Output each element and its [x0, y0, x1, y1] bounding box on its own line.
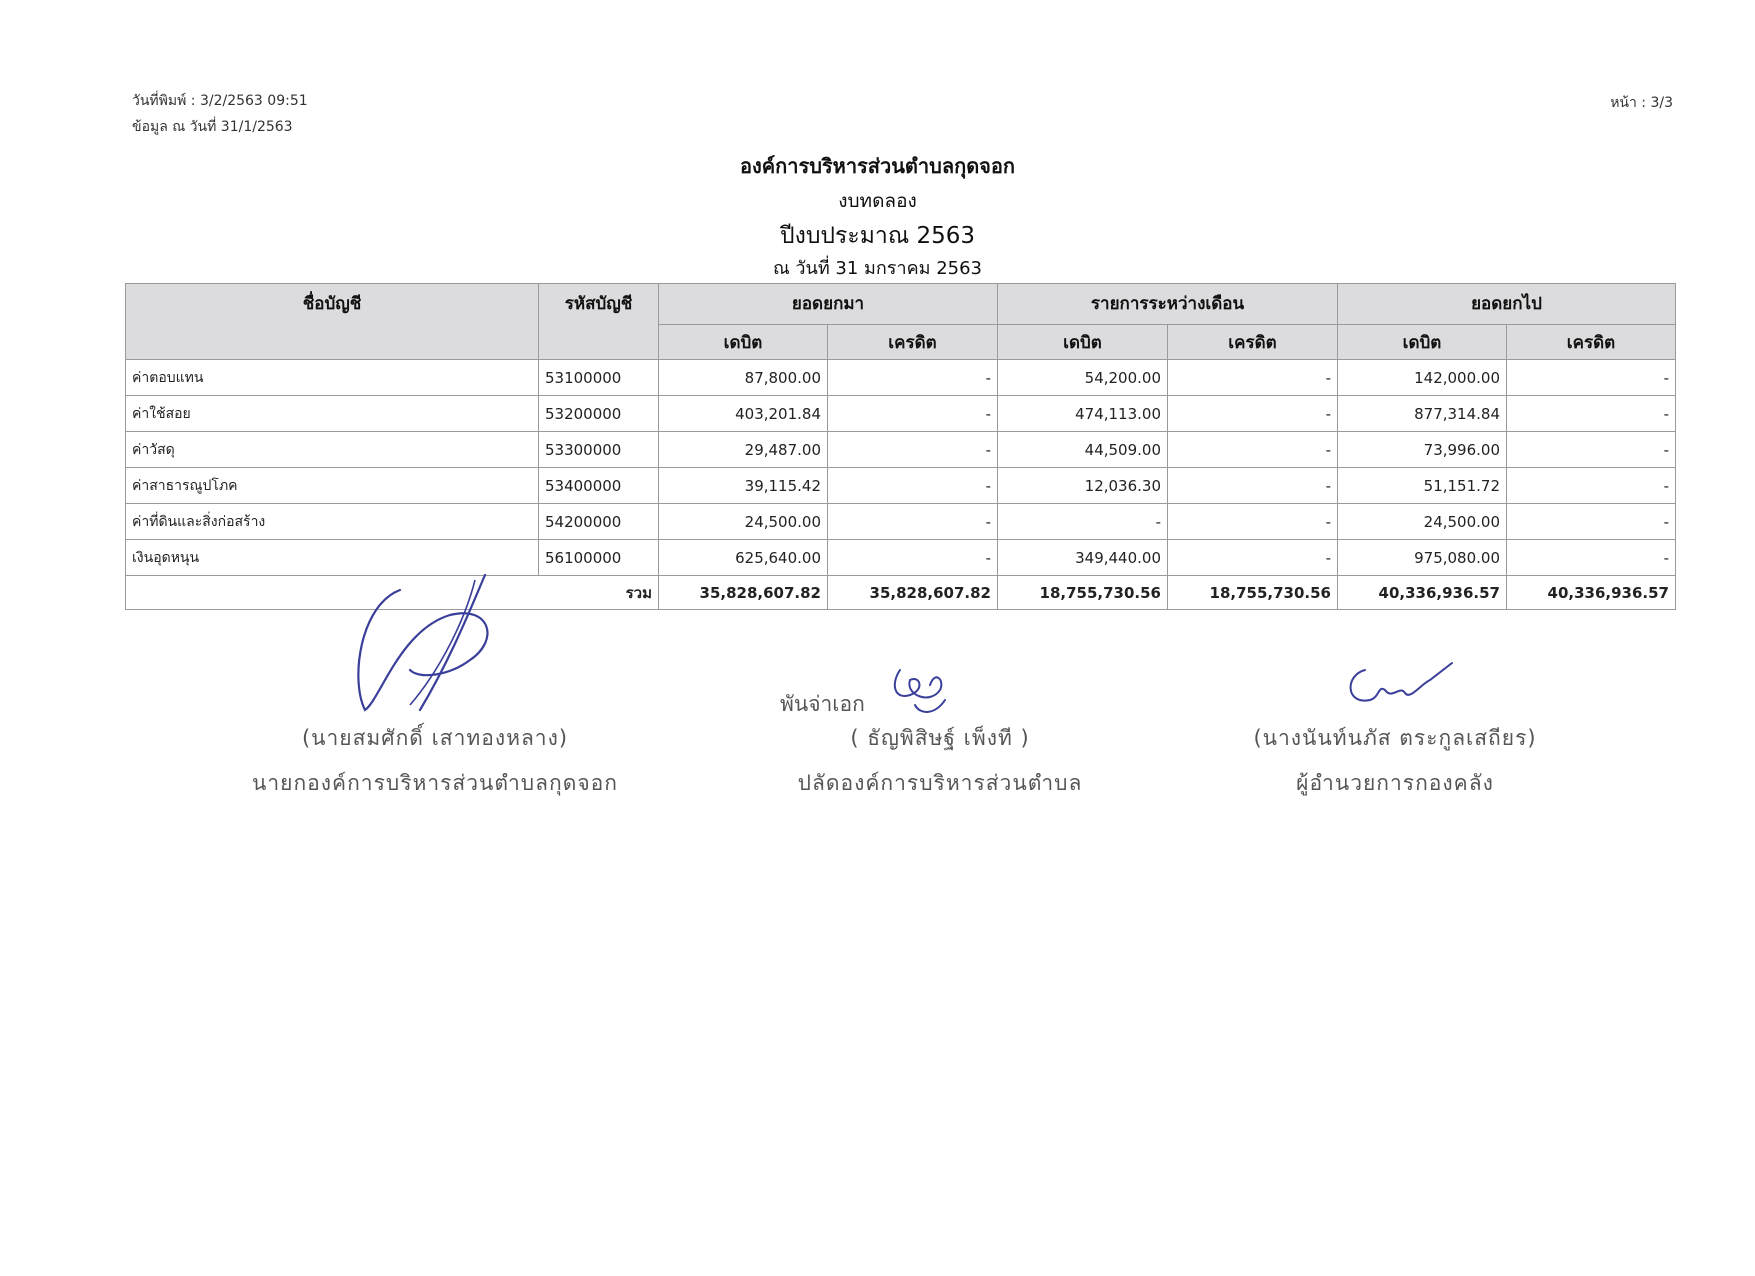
table-row — [126, 468, 1676, 504]
account-name: ค่าสาธารณูปโภค — [126, 468, 539, 504]
signature-block-mayor — [230, 722, 640, 800]
bf-credit: - — [828, 468, 998, 504]
cf-debit: 142,000.00 — [1338, 360, 1507, 396]
bf-debit: 625,640.00 — [659, 540, 828, 576]
month-debit: - — [998, 504, 1168, 540]
organization-name: องค์การบริหารส่วนตำบลกุดจอก — [739, 154, 1016, 178]
signer-name: ( ธัญพิสิษฐ์ เพ็งที ) — [850, 726, 1030, 750]
cf-debit: 975,080.00 — [1338, 540, 1507, 576]
month-credit: - — [1168, 432, 1338, 468]
signature-scribble-clerk — [880, 660, 960, 720]
total-month-debit: 18,755,730.56 — [998, 576, 1168, 610]
bf-credit: - — [828, 504, 998, 540]
account-name: เงินอุดหนุน — [126, 540, 539, 576]
data-date: ข้อมูล ณ วันที่ 31/1/2563 — [132, 119, 293, 135]
cf-credit: - — [1507, 396, 1676, 432]
account-code: 53100000 — [539, 360, 659, 396]
bf-credit: - — [828, 432, 998, 468]
header-account-name: ชื่อบัญชี — [126, 284, 539, 360]
account-code: 54200000 — [539, 504, 659, 540]
bf-debit: 24,500.00 — [659, 504, 828, 540]
header-brought-forward: ยอดยกมา — [659, 284, 998, 325]
table-row — [126, 432, 1676, 468]
as-of-date: ณ วันที่ 31 มกราคม 2563 — [772, 258, 983, 279]
month-credit: - — [1168, 468, 1338, 504]
bf-credit: - — [828, 396, 998, 432]
cf-debit: 877,314.84 — [1338, 396, 1507, 432]
header-during-month: รายการระหว่างเดือน — [998, 284, 1338, 325]
signature-block-director — [1230, 722, 1560, 800]
document-type: งบทดลอง — [838, 190, 917, 212]
account-code: 53300000 — [539, 432, 659, 468]
signer-name: (นางนันท์นภัส ตระกูลเสถียร) — [1253, 726, 1537, 750]
account-code: 53200000 — [539, 396, 659, 432]
print-date: วันที่พิมพ์ : 3/2/2563 09:51 — [132, 93, 308, 109]
bf-credit: - — [828, 540, 998, 576]
signer-position: นายกองค์การบริหารส่วนตำบลกุดจอก — [252, 771, 618, 795]
month-credit: - — [1168, 504, 1338, 540]
signer-position: ผู้อำนวยการกองคลัง — [1296, 771, 1494, 795]
header-carried-forward: ยอดยกไป — [1338, 284, 1676, 325]
header-account-code: รหัสบัญชี — [539, 284, 659, 360]
total-label: รวม — [126, 576, 659, 610]
header-debit: เดบิต — [659, 325, 828, 360]
signature-scribble-director — [1340, 655, 1460, 715]
bf-debit: 403,201.84 — [659, 396, 828, 432]
total-bf-debit: 35,828,607.82 — [659, 576, 828, 610]
month-debit: 12,036.30 — [998, 468, 1168, 504]
cf-debit: 73,996.00 — [1338, 432, 1507, 468]
month-debit: 349,440.00 — [998, 540, 1168, 576]
cf-credit: - — [1507, 504, 1676, 540]
cf-credit: - — [1507, 360, 1676, 396]
signature-rank: พันจ่าเอก — [780, 692, 865, 716]
cf-credit: - — [1507, 432, 1676, 468]
bf-credit: - — [828, 360, 998, 396]
month-debit: 44,509.00 — [998, 432, 1168, 468]
header-debit: เดบิต — [998, 325, 1168, 360]
account-name: ค่าตอบแทน — [126, 360, 539, 396]
header-credit: เครดิต — [1507, 325, 1676, 360]
page-number: หน้า : 3/3 — [1610, 95, 1673, 111]
bf-debit: 29,487.00 — [659, 432, 828, 468]
total-cf-credit: 40,336,936.57 — [1507, 576, 1676, 610]
total-cf-debit: 40,336,936.57 — [1338, 576, 1507, 610]
month-credit: - — [1168, 396, 1338, 432]
cf-debit: 24,500.00 — [1338, 504, 1507, 540]
header-debit: เดบิต — [1338, 325, 1507, 360]
signature-scribble-mayor — [340, 570, 510, 720]
header-credit: เครดิต — [828, 325, 998, 360]
total-bf-credit: 35,828,607.82 — [828, 576, 998, 610]
signer-name: (นายสมศักดิ์ เสาทองหลาง) — [301, 726, 569, 750]
table-row — [126, 360, 1676, 396]
cf-debit: 51,151.72 — [1338, 468, 1507, 504]
account-code: 56100000 — [539, 540, 659, 576]
fiscal-year: ปีงบประมาณ 2563 — [780, 223, 975, 249]
account-name: ค่าวัสดุ — [126, 432, 539, 468]
cf-credit: - — [1507, 540, 1676, 576]
month-debit: 474,113.00 — [998, 396, 1168, 432]
table-row — [126, 504, 1676, 540]
signer-position: ปลัดองค์การบริหารส่วนตำบล — [797, 771, 1083, 795]
bf-debit: 39,115.42 — [659, 468, 828, 504]
table-row — [126, 396, 1676, 432]
signature-block-clerk — [760, 722, 1120, 800]
header-credit: เครดิต — [1168, 325, 1338, 360]
month-credit: - — [1168, 360, 1338, 396]
month-credit: - — [1168, 540, 1338, 576]
account-code: 53400000 — [539, 468, 659, 504]
account-name: ค่าที่ดินและสิ่งก่อสร้าง — [126, 504, 539, 540]
trial-balance-table — [125, 283, 1676, 610]
month-debit: 54,200.00 — [998, 360, 1168, 396]
cf-credit: - — [1507, 468, 1676, 504]
account-name: ค่าใช้สอย — [126, 396, 539, 432]
total-month-credit: 18,755,730.56 — [1168, 576, 1338, 610]
bf-debit: 87,800.00 — [659, 360, 828, 396]
